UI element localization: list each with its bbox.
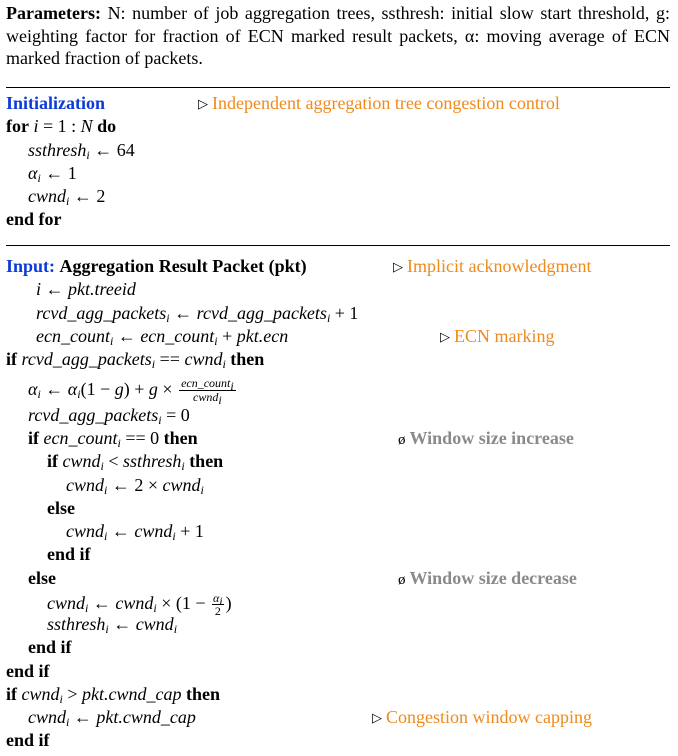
algo-line: if rcvd_agg_packets$_i$ == cwnd$_i$ then [6,349,265,371]
algo-line: $\alpha_i$ ← $\alpha_i(1 - g) + g$ × $\frac{ecn\_count_i}{cwnd_i}$ [28,376,234,408]
fraction: $\frac{ecn\_count_i}{cwnd_i}$ [181,376,234,408]
algo-line: $\alpha_i$ ← 1 [28,163,77,185]
algo-line: cwnd$_i$ ← cwnd$_i$ × (1 − $\frac{\alpha_i}{2}$ ) [47,591,232,619]
algo-line: ecn_count$_i$ ← ecn_count$_i$ + pkt.ecn [36,326,289,348]
parameters-label: Parameters: [6,3,101,23]
increase-comment: ø Window size increase [398,428,574,448]
parameters-text: N: number of job aggregation trees, ssthresh: initial slow start threshold, g: weighting factor for fraction of ECN marked result packets, α: moving average of ECN marked fraction of packets. [6,3,671,68]
rule-middle [6,245,670,246]
algo-line: for i = 1 : N do [6,116,117,136]
triangle-icon: ▷ [198,96,208,111]
algo-line: if cwnd$_i$ < ssthresh$_i$ then [47,451,224,473]
algo-line: end for [6,209,62,229]
algo-line: i ← pkt.treeid [36,279,136,299]
algo-line: end if [6,730,50,750]
empty-set-icon: ø [398,572,406,588]
input-comment: ▷ Implicit acknowledgment [393,256,592,276]
input-title: Input: [6,256,56,276]
algo-line: ssthresh$_i$ ← cwnd$_i$ [47,614,178,636]
input-subtitle: Aggregation Result Packet (pkt) [59,256,307,276]
triangle-icon: ▷ [440,329,450,344]
algo-line: if ecn_count$_i$ == 0 then [28,428,198,450]
algo-line: ssthresh$_i$ ← 64 [28,140,135,162]
algo-line: end if [47,544,91,564]
algo-line: end if [28,637,72,657]
algo-line: cwnd$_i$ ← 2 × cwnd$_i$ [66,475,204,497]
algo-line: end if [6,661,50,681]
init-heading [6,92,105,115]
algo-line: rcvd_agg_packets$_i$ = 0 [28,405,190,427]
algo-line: rcvd_agg_packets$_i$ ← rcvd_agg_packets$_i$ + 1 [36,303,359,325]
triangle-icon: ▷ [372,710,382,725]
algo-line: cwnd$_i$ ← 2 [28,186,106,208]
init-title: Initialization [6,93,106,113]
ecn-comment: ▷ ECN marking [440,326,555,346]
algo-line: cwnd$_i$ ← pkt.cwnd_cap [28,707,196,729]
algo-line: if cwnd$_i$ > pkt.cwnd_cap then [6,684,220,706]
algo-line: cwnd$_i$ ← cwnd$_i$ + 1 [66,521,204,543]
rule-top [6,87,670,88]
input-heading [6,255,307,278]
empty-set-icon: ø [398,432,406,448]
capping-comment: ▷ Congestion window capping [372,707,592,727]
parameters-paragraph [6,2,670,70]
fraction: $\frac{\alpha_i}{2}$ [212,591,223,619]
init-comment: ▷ Independent aggregation tree congestion control [198,93,560,113]
decrease-comment: ø Window size decrease [398,568,577,588]
triangle-icon: ▷ [393,259,403,274]
algo-line: else [28,568,56,588]
algo-line: else [47,498,75,518]
